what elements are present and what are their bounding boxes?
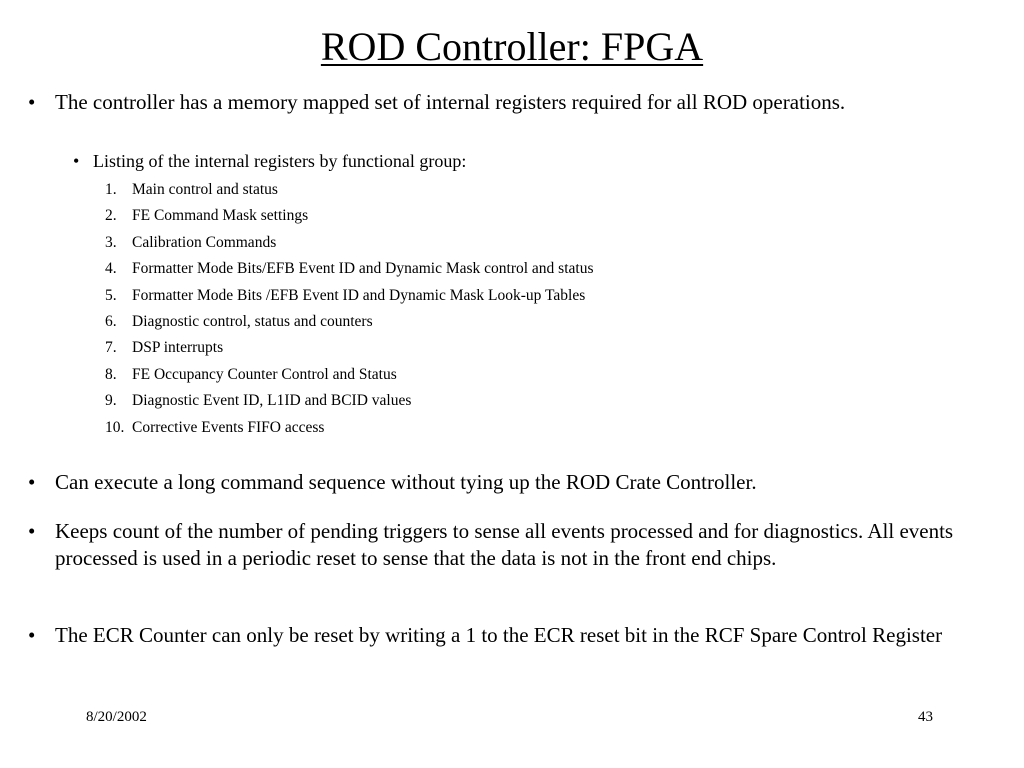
sub-bullet-listing bbox=[73, 150, 953, 172]
register-group-list bbox=[105, 177, 955, 441]
bullet-pending-triggers bbox=[28, 518, 978, 572]
list-item: 6. Diagnostic control, status and counters bbox=[105, 313, 373, 331]
bullet-registers bbox=[28, 89, 978, 116]
list-item: 1. Main control and status bbox=[105, 181, 278, 198]
slide-title: ROD Controller: FPGA bbox=[320, 24, 704, 69]
list-item: 2. FE Command Mask settings bbox=[105, 207, 309, 225]
list-item: 5. Formatter Mode Bits /EFB Event ID and Dynamic Mask Look-up Tables bbox=[105, 286, 586, 304]
list-item: 10. Corrective Events FIFO access bbox=[105, 418, 325, 436]
bullet-text: Can execute a long command sequence without tying up the ROD Crate Controller. bbox=[55, 470, 757, 494]
bullet-marker: • bbox=[28, 623, 36, 647]
bullet-command-sequence bbox=[28, 469, 978, 496]
bullet-text: Keeps count of the number of pending triggers to sense all events processed and for diagnostics. All events processed is used in a periodic reset to sense that the data is not in the front end chips. bbox=[55, 519, 954, 570]
list-item: 7. DSP interrupts bbox=[105, 339, 224, 357]
footer-date: 8/20/2002 bbox=[86, 709, 147, 725]
list-item: 3. Calibration Commands bbox=[105, 233, 277, 251]
sub-bullet-marker: • bbox=[73, 151, 80, 171]
sub-bullet-text: Listing of the internal registers by functional group: bbox=[93, 151, 467, 171]
list-item: 8. FE Occupancy Counter Control and Status bbox=[105, 365, 397, 383]
bullet-marker: • bbox=[28, 90, 36, 114]
bullet-ecr-counter bbox=[28, 622, 978, 649]
bullet-marker: • bbox=[28, 519, 36, 543]
footer-page-number: 43 bbox=[918, 709, 933, 725]
bullet-text: The ECR Counter can only be reset by writing a 1 to the ECR reset bit in the RCF Spare Control Register bbox=[55, 623, 943, 647]
list-item: 9. Diagnostic Event ID, L1ID and BCID values bbox=[105, 392, 412, 410]
list-item: 4. Formatter Mode Bits/EFB Event ID and Dynamic Mask control and status bbox=[105, 260, 594, 278]
bullet-marker: • bbox=[28, 470, 36, 494]
bullet-text: The controller has a memory mapped set of internal registers required for all ROD operations. bbox=[55, 90, 846, 114]
